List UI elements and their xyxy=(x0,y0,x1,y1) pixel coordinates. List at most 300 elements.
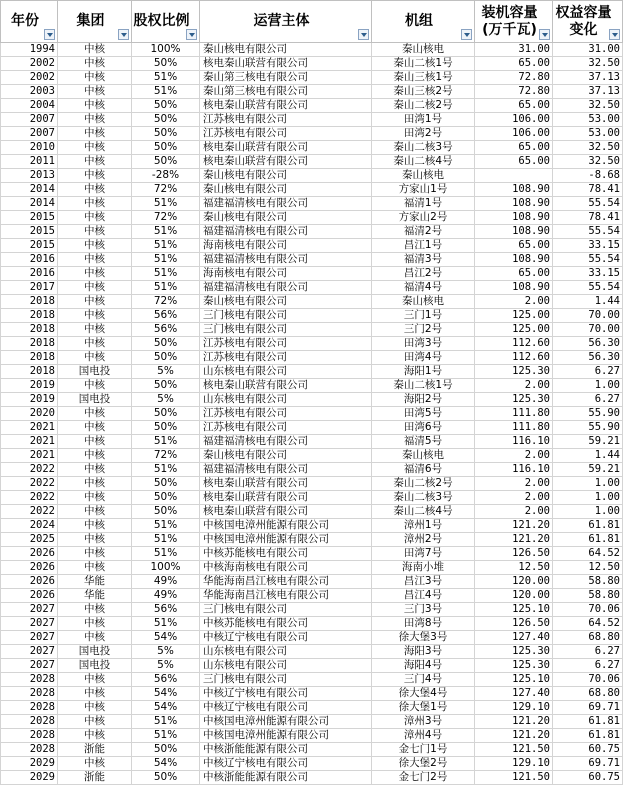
cell-share[interactable]: 50% xyxy=(132,155,200,169)
cell-share[interactable]: 54% xyxy=(132,701,200,715)
cell-equity[interactable]: 1.00 xyxy=(553,379,623,393)
cell-group[interactable]: 中核 xyxy=(58,491,132,505)
cell-share[interactable]: 51% xyxy=(132,729,200,743)
cell-group[interactable]: 中核 xyxy=(58,323,132,337)
cell-share[interactable]: 51% xyxy=(132,197,200,211)
cell-operator[interactable]: 福建福清核电有限公司 xyxy=(200,435,372,449)
cell-capacity[interactable]: 121.20 xyxy=(475,729,553,743)
cell-capacity[interactable]: 72.80 xyxy=(475,71,553,85)
cell-unit[interactable]: 漳州3号 xyxy=(372,715,475,729)
cell-year[interactable]: 2007 xyxy=(1,127,58,141)
cell-year[interactable]: 2018 xyxy=(1,309,58,323)
cell-year[interactable]: 2003 xyxy=(1,85,58,99)
cell-unit[interactable]: 徐大堡3号 xyxy=(372,631,475,645)
cell-group[interactable]: 中核 xyxy=(58,463,132,477)
cell-year[interactable]: 2025 xyxy=(1,533,58,547)
cell-unit[interactable]: 田湾2号 xyxy=(372,127,475,141)
cell-equity[interactable]: 55.54 xyxy=(553,225,623,239)
cell-group[interactable]: 中核 xyxy=(58,407,132,421)
cell-share[interactable]: 51% xyxy=(132,519,200,533)
cell-year[interactable]: 2022 xyxy=(1,505,58,519)
cell-unit[interactable]: 田湾1号 xyxy=(372,113,475,127)
cell-group[interactable]: 中核 xyxy=(58,127,132,141)
cell-operator[interactable]: 中核国电漳州能源有限公司 xyxy=(200,533,372,547)
cell-operator[interactable]: 核电秦山联营有限公司 xyxy=(200,155,372,169)
cell-year[interactable]: 2028 xyxy=(1,687,58,701)
cell-group[interactable]: 中核 xyxy=(58,631,132,645)
cell-year[interactable]: 2019 xyxy=(1,393,58,407)
cell-equity[interactable]: 1.44 xyxy=(553,449,623,463)
cell-equity[interactable]: 61.81 xyxy=(553,715,623,729)
cell-group[interactable]: 中核 xyxy=(58,71,132,85)
cell-share[interactable]: 50% xyxy=(132,407,200,421)
cell-operator[interactable]: 山东核电有限公司 xyxy=(200,393,372,407)
cell-group[interactable]: 中核 xyxy=(58,533,132,547)
cell-operator[interactable]: 福建福清核电有限公司 xyxy=(200,463,372,477)
cell-year[interactable]: 2021 xyxy=(1,435,58,449)
cell-unit[interactable]: 秦山核电 xyxy=(372,169,475,183)
cell-operator[interactable]: 福建福清核电有限公司 xyxy=(200,197,372,211)
cell-share[interactable]: 72% xyxy=(132,295,200,309)
cell-group[interactable]: 浙能 xyxy=(58,743,132,757)
cell-equity[interactable]: 1.00 xyxy=(553,505,623,519)
cell-equity[interactable]: 53.00 xyxy=(553,113,623,127)
cell-share[interactable]: 50% xyxy=(132,477,200,491)
cell-group[interactable]: 华能 xyxy=(58,575,132,589)
cell-equity[interactable]: 53.00 xyxy=(553,127,623,141)
cell-year[interactable]: 2029 xyxy=(1,757,58,771)
cell-equity[interactable]: 1.00 xyxy=(553,477,623,491)
cell-equity[interactable]: 58.80 xyxy=(553,589,623,603)
cell-share[interactable]: 50% xyxy=(132,99,200,113)
cell-year[interactable]: 1994 xyxy=(1,43,58,57)
cell-operator[interactable]: 江苏核电有限公司 xyxy=(200,407,372,421)
cell-equity[interactable]: 64.52 xyxy=(553,547,623,561)
cell-unit[interactable]: 海南小堆 xyxy=(372,561,475,575)
cell-year[interactable]: 2027 xyxy=(1,617,58,631)
cell-group[interactable]: 中核 xyxy=(58,673,132,687)
cell-operator[interactable]: 中核苏能核电有限公司 xyxy=(200,547,372,561)
cell-capacity[interactable]: 31.00 xyxy=(475,43,553,57)
cell-unit[interactable]: 三门3号 xyxy=(372,603,475,617)
cell-group[interactable]: 中核 xyxy=(58,617,132,631)
cell-operator[interactable]: 华能海南昌江核电有限公司 xyxy=(200,575,372,589)
cell-unit[interactable]: 秦山三核1号 xyxy=(372,71,475,85)
cell-operator[interactable]: 秦山第三核电有限公司 xyxy=(200,85,372,99)
cell-operator[interactable]: 江苏核电有限公司 xyxy=(200,421,372,435)
cell-unit[interactable]: 徐大堡1号 xyxy=(372,701,475,715)
cell-share[interactable]: 51% xyxy=(132,267,200,281)
cell-share[interactable]: 56% xyxy=(132,673,200,687)
cell-capacity[interactable]: 111.80 xyxy=(475,421,553,435)
cell-capacity[interactable]: 129.10 xyxy=(475,701,553,715)
cell-year[interactable]: 2014 xyxy=(1,183,58,197)
cell-unit[interactable]: 徐大堡4号 xyxy=(372,687,475,701)
cell-capacity[interactable]: 125.00 xyxy=(475,309,553,323)
cell-unit[interactable]: 金七门2号 xyxy=(372,771,475,785)
cell-operator[interactable]: 海南核电有限公司 xyxy=(200,239,372,253)
cell-year[interactable]: 2026 xyxy=(1,547,58,561)
cell-unit[interactable]: 秦山二核1号 xyxy=(372,379,475,393)
cell-equity[interactable]: 6.27 xyxy=(553,645,623,659)
cell-operator[interactable]: 核电秦山联营有限公司 xyxy=(200,491,372,505)
cell-year[interactable]: 2010 xyxy=(1,141,58,155)
cell-capacity[interactable]: 127.40 xyxy=(475,631,553,645)
cell-capacity[interactable]: 108.90 xyxy=(475,253,553,267)
cell-share[interactable]: 56% xyxy=(132,309,200,323)
cell-group[interactable]: 中核 xyxy=(58,379,132,393)
cell-year[interactable]: 2022 xyxy=(1,463,58,477)
cell-share[interactable]: 56% xyxy=(132,603,200,617)
cell-unit[interactable]: 田湾7号 xyxy=(372,547,475,561)
cell-equity[interactable]: 69.71 xyxy=(553,757,623,771)
cell-operator[interactable]: 华能海南昌江核电有限公司 xyxy=(200,589,372,603)
cell-capacity[interactable]: 111.80 xyxy=(475,407,553,421)
cell-group[interactable]: 中核 xyxy=(58,295,132,309)
cell-unit[interactable]: 秦山二核4号 xyxy=(372,505,475,519)
cell-capacity[interactable]: 12.50 xyxy=(475,561,553,575)
filter-dropdown-icon[interactable] xyxy=(44,29,55,40)
cell-unit[interactable]: 秦山二核3号 xyxy=(372,491,475,505)
cell-group[interactable]: 中核 xyxy=(58,99,132,113)
cell-year[interactable]: 2015 xyxy=(1,225,58,239)
cell-share[interactable]: 50% xyxy=(132,743,200,757)
cell-capacity[interactable]: 72.80 xyxy=(475,85,553,99)
cell-group[interactable]: 中核 xyxy=(58,687,132,701)
cell-year[interactable]: 2018 xyxy=(1,295,58,309)
cell-unit[interactable]: 秦山核电 xyxy=(372,295,475,309)
cell-share[interactable]: 51% xyxy=(132,71,200,85)
cell-capacity[interactable]: 2.00 xyxy=(475,477,553,491)
cell-group[interactable]: 中核 xyxy=(58,435,132,449)
cell-year[interactable]: 2016 xyxy=(1,253,58,267)
cell-equity[interactable]: 55.54 xyxy=(553,197,623,211)
cell-equity[interactable]: 69.71 xyxy=(553,701,623,715)
cell-group[interactable]: 中核 xyxy=(58,57,132,71)
cell-year[interactable]: 2026 xyxy=(1,561,58,575)
cell-equity[interactable]: 58.80 xyxy=(553,575,623,589)
cell-capacity[interactable]: 129.10 xyxy=(475,757,553,771)
cell-capacity[interactable]: 120.00 xyxy=(475,575,553,589)
cell-equity[interactable]: 61.81 xyxy=(553,729,623,743)
cell-equity[interactable]: 1.00 xyxy=(553,491,623,505)
cell-operator[interactable]: 中核浙能能源有限公司 xyxy=(200,743,372,757)
cell-share[interactable]: 54% xyxy=(132,687,200,701)
cell-year[interactable]: 2022 xyxy=(1,491,58,505)
cell-year[interactable]: 2027 xyxy=(1,631,58,645)
cell-unit[interactable]: 福清3号 xyxy=(372,253,475,267)
cell-group[interactable]: 中核 xyxy=(58,43,132,57)
cell-operator[interactable]: 秦山第三核电有限公司 xyxy=(200,71,372,85)
cell-equity[interactable]: 61.81 xyxy=(553,533,623,547)
cell-operator[interactable]: 山东核电有限公司 xyxy=(200,659,372,673)
cell-group[interactable]: 中核 xyxy=(58,337,132,351)
cell-equity[interactable]: 78.41 xyxy=(553,211,623,225)
cell-group[interactable]: 国电投 xyxy=(58,365,132,379)
cell-year[interactable]: 2022 xyxy=(1,477,58,491)
cell-unit[interactable]: 秦山二核1号 xyxy=(372,57,475,71)
cell-operator[interactable]: 福建福清核电有限公司 xyxy=(200,281,372,295)
cell-capacity[interactable]: 65.00 xyxy=(475,141,553,155)
cell-year[interactable]: 2017 xyxy=(1,281,58,295)
cell-share[interactable]: 50% xyxy=(132,113,200,127)
filter-dropdown-icon[interactable] xyxy=(539,29,550,40)
cell-equity[interactable]: 32.50 xyxy=(553,141,623,155)
cell-capacity[interactable]: 121.20 xyxy=(475,715,553,729)
cell-share[interactable]: 51% xyxy=(132,253,200,267)
cell-equity[interactable]: 33.15 xyxy=(553,267,623,281)
cell-unit[interactable]: 海阳4号 xyxy=(372,659,475,673)
cell-operator[interactable]: 核电秦山联营有限公司 xyxy=(200,99,372,113)
cell-unit[interactable]: 昌江3号 xyxy=(372,575,475,589)
cell-unit[interactable]: 漳州1号 xyxy=(372,519,475,533)
filter-dropdown-icon[interactable] xyxy=(358,29,369,40)
cell-operator[interactable]: 福建福清核电有限公司 xyxy=(200,225,372,239)
cell-capacity[interactable]: 108.90 xyxy=(475,183,553,197)
cell-unit[interactable]: 秦山三核2号 xyxy=(372,85,475,99)
cell-equity[interactable]: 31.00 xyxy=(553,43,623,57)
cell-operator[interactable]: 秦山核电有限公司 xyxy=(200,183,372,197)
cell-operator[interactable]: 中核浙能能源有限公司 xyxy=(200,771,372,785)
cell-operator[interactable]: 中核辽宁核电有限公司 xyxy=(200,687,372,701)
cell-unit[interactable]: 三门4号 xyxy=(372,673,475,687)
cell-share[interactable]: 51% xyxy=(132,533,200,547)
cell-equity[interactable]: 6.27 xyxy=(553,659,623,673)
cell-group[interactable]: 浙能 xyxy=(58,771,132,785)
cell-capacity[interactable]: 120.00 xyxy=(475,589,553,603)
cell-capacity[interactable]: 121.50 xyxy=(475,743,553,757)
cell-year[interactable]: 2029 xyxy=(1,771,58,785)
cell-year[interactable]: 2028 xyxy=(1,701,58,715)
cell-share[interactable]: 72% xyxy=(132,183,200,197)
cell-unit[interactable]: 秦山核电 xyxy=(372,449,475,463)
cell-operator[interactable]: 江苏核电有限公司 xyxy=(200,351,372,365)
cell-share[interactable]: 51% xyxy=(132,617,200,631)
cell-capacity[interactable]: 2.00 xyxy=(475,491,553,505)
cell-unit[interactable]: 三门1号 xyxy=(372,309,475,323)
cell-group[interactable]: 中核 xyxy=(58,757,132,771)
cell-unit[interactable]: 福清4号 xyxy=(372,281,475,295)
cell-operator[interactable]: 中核辽宁核电有限公司 xyxy=(200,631,372,645)
cell-equity[interactable]: 68.80 xyxy=(553,687,623,701)
cell-equity[interactable]: 12.50 xyxy=(553,561,623,575)
cell-year[interactable]: 2015 xyxy=(1,239,58,253)
cell-operator[interactable]: 核电秦山联营有限公司 xyxy=(200,141,372,155)
cell-operator[interactable]: 中核辽宁核电有限公司 xyxy=(200,701,372,715)
cell-capacity[interactable]: 108.90 xyxy=(475,197,553,211)
cell-equity[interactable]: 60.75 xyxy=(553,771,623,785)
cell-group[interactable]: 中核 xyxy=(58,547,132,561)
cell-capacity[interactable]: 65.00 xyxy=(475,267,553,281)
cell-group[interactable]: 中核 xyxy=(58,505,132,519)
cell-equity[interactable]: 64.52 xyxy=(553,617,623,631)
cell-unit[interactable]: 三门2号 xyxy=(372,323,475,337)
cell-equity[interactable]: 32.50 xyxy=(553,57,623,71)
cell-group[interactable]: 中核 xyxy=(58,281,132,295)
cell-capacity[interactable]: 2.00 xyxy=(475,505,553,519)
cell-unit[interactable]: 田湾4号 xyxy=(372,351,475,365)
cell-share[interactable]: 49% xyxy=(132,575,200,589)
cell-unit[interactable]: 海阳1号 xyxy=(372,365,475,379)
cell-capacity[interactable]: 106.00 xyxy=(475,127,553,141)
cell-group[interactable]: 中核 xyxy=(58,603,132,617)
cell-equity[interactable]: 60.75 xyxy=(553,743,623,757)
cell-group[interactable]: 中核 xyxy=(58,477,132,491)
cell-unit[interactable]: 昌江2号 xyxy=(372,267,475,281)
cell-equity[interactable]: 55.54 xyxy=(553,281,623,295)
cell-group[interactable]: 中核 xyxy=(58,421,132,435)
cell-equity[interactable]: -8.68 xyxy=(553,169,623,183)
cell-unit[interactable]: 海阳2号 xyxy=(372,393,475,407)
cell-capacity[interactable]: 126.50 xyxy=(475,617,553,631)
cell-operator[interactable]: 核电秦山联营有限公司 xyxy=(200,57,372,71)
cell-group[interactable]: 国电投 xyxy=(58,659,132,673)
cell-unit[interactable]: 田湾5号 xyxy=(372,407,475,421)
cell-share[interactable]: 54% xyxy=(132,757,200,771)
cell-capacity[interactable]: 116.10 xyxy=(475,463,553,477)
cell-year[interactable]: 2007 xyxy=(1,113,58,127)
cell-share[interactable]: 50% xyxy=(132,421,200,435)
cell-capacity[interactable]: 121.50 xyxy=(475,771,553,785)
cell-share[interactable]: 5% xyxy=(132,365,200,379)
cell-group[interactable]: 中核 xyxy=(58,113,132,127)
cell-capacity[interactable]: 2.00 xyxy=(475,295,553,309)
cell-year[interactable]: 2027 xyxy=(1,603,58,617)
cell-equity[interactable]: 55.90 xyxy=(553,407,623,421)
cell-group[interactable]: 中核 xyxy=(58,183,132,197)
cell-capacity[interactable] xyxy=(475,169,553,183)
cell-equity[interactable]: 55.90 xyxy=(553,421,623,435)
cell-group[interactable]: 中核 xyxy=(58,519,132,533)
cell-unit[interactable]: 秦山二核4号 xyxy=(372,155,475,169)
cell-group[interactable]: 中核 xyxy=(58,351,132,365)
cell-year[interactable]: 2026 xyxy=(1,575,58,589)
cell-year[interactable]: 2020 xyxy=(1,407,58,421)
cell-year[interactable]: 2015 xyxy=(1,211,58,225)
cell-share[interactable]: 5% xyxy=(132,393,200,407)
cell-share[interactable]: 51% xyxy=(132,435,200,449)
cell-capacity[interactable]: 2.00 xyxy=(475,449,553,463)
cell-capacity[interactable]: 116.10 xyxy=(475,435,553,449)
cell-capacity[interactable]: 106.00 xyxy=(475,113,553,127)
cell-unit[interactable]: 秦山二核2号 xyxy=(372,99,475,113)
cell-year[interactable]: 2004 xyxy=(1,99,58,113)
cell-operator[interactable]: 江苏核电有限公司 xyxy=(200,127,372,141)
cell-year[interactable]: 2014 xyxy=(1,197,58,211)
cell-capacity[interactable]: 125.30 xyxy=(475,393,553,407)
cell-year[interactable]: 2011 xyxy=(1,155,58,169)
cell-share[interactable]: 51% xyxy=(132,547,200,561)
cell-operator[interactable]: 江苏核电有限公司 xyxy=(200,113,372,127)
cell-equity[interactable]: 33.15 xyxy=(553,239,623,253)
cell-group[interactable]: 中核 xyxy=(58,211,132,225)
cell-unit[interactable]: 秦山二核3号 xyxy=(372,141,475,155)
cell-year[interactable]: 2013 xyxy=(1,169,58,183)
cell-operator[interactable]: 山东核电有限公司 xyxy=(200,645,372,659)
cell-unit[interactable]: 海阳3号 xyxy=(372,645,475,659)
cell-year[interactable]: 2018 xyxy=(1,323,58,337)
cell-equity[interactable]: 1.44 xyxy=(553,295,623,309)
cell-share[interactable]: -28% xyxy=(132,169,200,183)
cell-group[interactable]: 中核 xyxy=(58,715,132,729)
cell-share[interactable]: 51% xyxy=(132,239,200,253)
cell-unit[interactable]: 田湾3号 xyxy=(372,337,475,351)
cell-group[interactable]: 中核 xyxy=(58,267,132,281)
cell-share[interactable]: 5% xyxy=(132,659,200,673)
cell-year[interactable]: 2021 xyxy=(1,421,58,435)
cell-equity[interactable]: 59.21 xyxy=(553,435,623,449)
cell-operator[interactable]: 福建福清核电有限公司 xyxy=(200,253,372,267)
cell-capacity[interactable]: 126.50 xyxy=(475,547,553,561)
cell-capacity[interactable]: 127.40 xyxy=(475,687,553,701)
cell-operator[interactable]: 江苏核电有限公司 xyxy=(200,337,372,351)
cell-operator[interactable]: 秦山核电有限公司 xyxy=(200,43,372,57)
cell-group[interactable]: 中核 xyxy=(58,141,132,155)
cell-group[interactable]: 中核 xyxy=(58,155,132,169)
cell-capacity[interactable]: 121.20 xyxy=(475,519,553,533)
cell-unit[interactable]: 秦山二核2号 xyxy=(372,477,475,491)
cell-equity[interactable]: 37.13 xyxy=(553,71,623,85)
cell-equity[interactable]: 70.00 xyxy=(553,323,623,337)
cell-group[interactable]: 中核 xyxy=(58,729,132,743)
cell-operator[interactable]: 海南核电有限公司 xyxy=(200,267,372,281)
cell-share[interactable]: 72% xyxy=(132,449,200,463)
cell-group[interactable]: 中核 xyxy=(58,225,132,239)
cell-group[interactable]: 中核 xyxy=(58,239,132,253)
cell-capacity[interactable]: 108.90 xyxy=(475,225,553,239)
cell-group[interactable]: 国电投 xyxy=(58,393,132,407)
cell-year[interactable]: 2018 xyxy=(1,351,58,365)
cell-operator[interactable]: 中核辽宁核电有限公司 xyxy=(200,757,372,771)
cell-operator[interactable]: 秦山核电有限公司 xyxy=(200,211,372,225)
cell-share[interactable]: 50% xyxy=(132,337,200,351)
filter-dropdown-icon[interactable] xyxy=(461,29,472,40)
cell-year[interactable]: 2002 xyxy=(1,57,58,71)
cell-equity[interactable]: 37.13 xyxy=(553,85,623,99)
cell-unit[interactable]: 方家山2号 xyxy=(372,211,475,225)
cell-share[interactable]: 100% xyxy=(132,43,200,57)
cell-operator[interactable]: 秦山核电有限公司 xyxy=(200,169,372,183)
cell-share[interactable]: 50% xyxy=(132,491,200,505)
cell-unit[interactable]: 福清6号 xyxy=(372,463,475,477)
cell-capacity[interactable]: 125.10 xyxy=(475,673,553,687)
filter-dropdown-icon[interactable] xyxy=(186,29,197,40)
cell-equity[interactable]: 55.54 xyxy=(553,253,623,267)
cell-group[interactable]: 中核 xyxy=(58,253,132,267)
cell-operator[interactable]: 三门核电有限公司 xyxy=(200,309,372,323)
cell-capacity[interactable]: 112.60 xyxy=(475,351,553,365)
cell-year[interactable]: 2028 xyxy=(1,729,58,743)
cell-group[interactable]: 中核 xyxy=(58,561,132,575)
cell-group[interactable]: 中核 xyxy=(58,169,132,183)
cell-unit[interactable]: 漳州2号 xyxy=(372,533,475,547)
cell-equity[interactable]: 6.27 xyxy=(553,393,623,407)
cell-capacity[interactable]: 65.00 xyxy=(475,155,553,169)
cell-share[interactable]: 56% xyxy=(132,323,200,337)
cell-equity[interactable]: 56.30 xyxy=(553,351,623,365)
cell-year[interactable]: 2028 xyxy=(1,715,58,729)
cell-share[interactable]: 50% xyxy=(132,771,200,785)
cell-unit[interactable]: 漳州4号 xyxy=(372,729,475,743)
cell-share[interactable]: 51% xyxy=(132,225,200,239)
cell-equity[interactable]: 59.21 xyxy=(553,463,623,477)
cell-unit[interactable]: 田湾8号 xyxy=(372,617,475,631)
cell-operator[interactable]: 中核海南核电有限公司 xyxy=(200,561,372,575)
cell-equity[interactable]: 68.80 xyxy=(553,631,623,645)
cell-share[interactable]: 51% xyxy=(132,281,200,295)
cell-unit[interactable]: 秦山核电 xyxy=(372,43,475,57)
cell-group[interactable]: 中核 xyxy=(58,85,132,99)
